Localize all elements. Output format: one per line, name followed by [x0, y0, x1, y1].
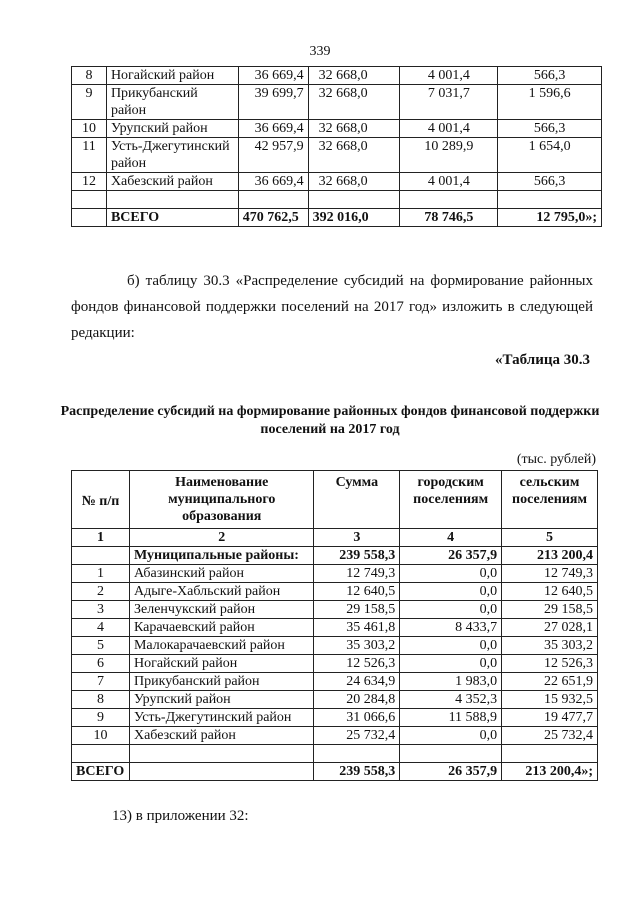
header-name: Наименование муниципального образования	[129, 471, 314, 529]
empty-cell	[502, 745, 598, 763]
header-rural: сельским поселениям	[502, 471, 598, 529]
row-sum: 12 749,3	[314, 565, 400, 583]
row-num: 3	[72, 601, 130, 619]
row-sum: 24 634,9	[314, 673, 400, 691]
row-rural: 15 932,5	[502, 691, 598, 709]
row-num: 10	[72, 120, 107, 138]
row-sum: 12 640,5	[314, 583, 400, 601]
row-sum: 29 158,5	[314, 601, 400, 619]
row-name: Карачаевский район	[129, 619, 314, 637]
row-rural: 12 749,3	[502, 565, 598, 583]
row-name: Усть-Джегутинский район	[106, 138, 238, 173]
col-number: 2	[129, 529, 314, 547]
subtotal-row	[72, 547, 598, 565]
row-value: 566,3	[498, 173, 602, 191]
row-value: 42 957,9	[238, 138, 308, 173]
total-label: ВСЕГО	[72, 763, 130, 781]
row-name: Урупский район	[129, 691, 314, 709]
table-label: «Таблица 30.3	[495, 352, 590, 368]
empty-cell	[72, 745, 130, 763]
total-value: 470 762,5	[238, 209, 308, 227]
empty-cell	[308, 191, 400, 209]
subtotal-label: Муниципальные районы:	[129, 547, 314, 565]
row-value: 32 668,0	[308, 120, 400, 138]
row-name: Адыге-Хабльский район	[129, 583, 314, 601]
empty-cell	[72, 191, 107, 209]
row-name: Ногайский район	[129, 655, 314, 673]
row-num: 9	[72, 85, 107, 120]
total-label: ВСЕГО	[106, 209, 238, 227]
total-urban: 26 357,9	[400, 763, 502, 781]
row-name: Хабезский район	[129, 727, 314, 745]
row-urban: 0,0	[400, 583, 502, 601]
row-num: 6	[72, 655, 130, 673]
empty-cell	[106, 191, 238, 209]
row-sum: 31 066,6	[314, 709, 400, 727]
row-value: 10 289,9	[400, 138, 498, 173]
table-header-row	[72, 471, 598, 529]
row-num: 8	[72, 691, 130, 709]
row-value: 1 596,6	[498, 85, 602, 120]
row-value: 36 669,4	[238, 173, 308, 191]
row-urban: 1 983,0	[400, 673, 502, 691]
row-rural: 12 640,5	[502, 583, 598, 601]
col-number: 1	[72, 529, 130, 547]
empty-cell	[400, 191, 498, 209]
instruction-paragraph: б) таблицу 30.3 «Распределение субсидий на формирование районных фондов финансовой поддержки поселений на 2017 год» изложить в следующей редакции:	[71, 273, 593, 341]
table-row	[72, 691, 598, 709]
row-rural: 25 732,4	[502, 727, 598, 745]
row-value: 566,3	[498, 67, 602, 85]
empty-cell	[314, 745, 400, 763]
row-num: 12	[72, 173, 107, 191]
row-name: Малокарачаевский район	[129, 637, 314, 655]
table-title: Распределение субсидий на формирование районных фондов финансовой поддержки поселений на 2017 год	[60, 404, 600, 437]
total-row	[72, 209, 602, 227]
row-num: 4	[72, 619, 130, 637]
row-value: 32 668,0	[308, 85, 400, 120]
row-num: 10	[72, 727, 130, 745]
row-urban: 0,0	[400, 727, 502, 745]
row-urban: 8 433,7	[400, 619, 502, 637]
row-value: 566,3	[498, 120, 602, 138]
table-row	[72, 727, 598, 745]
total-num	[72, 209, 107, 227]
total-empty	[129, 763, 314, 781]
header-urban: городским поселениям	[400, 471, 502, 529]
units-label: (тыс. рублей)	[516, 452, 596, 467]
row-urban: 0,0	[400, 565, 502, 583]
footer-text: 13) в приложении 32:	[112, 808, 249, 824]
page-number: 339	[309, 44, 331, 59]
empty-cell	[498, 191, 602, 209]
empty-row	[72, 745, 598, 763]
table-row	[72, 583, 598, 601]
total-rural: 213 200,4»;	[502, 763, 598, 781]
row-num: 8	[72, 67, 107, 85]
col-number: 3	[314, 529, 400, 547]
row-name: Урупский район	[106, 120, 238, 138]
row-value: 39 699,7	[238, 85, 308, 120]
empty-cell	[129, 745, 314, 763]
table-row	[72, 637, 598, 655]
row-name: Зеленчукский район	[129, 601, 314, 619]
empty-row	[72, 191, 602, 209]
row-urban: 0,0	[400, 637, 502, 655]
row-name: Абазинский район	[129, 565, 314, 583]
row-rural: 35 303,2	[502, 637, 598, 655]
row-sum: 12 526,3	[314, 655, 400, 673]
row-urban: 0,0	[400, 655, 502, 673]
row-num: 11	[72, 138, 107, 173]
row-urban: 4 352,3	[400, 691, 502, 709]
row-sum: 35 461,8	[314, 619, 400, 637]
table-row	[72, 173, 602, 191]
table-row	[72, 619, 598, 637]
row-value: 36 669,4	[238, 120, 308, 138]
row-num: 5	[72, 637, 130, 655]
row-num: 7	[72, 673, 130, 691]
column-number-row	[72, 529, 598, 547]
row-value: 4 001,4	[400, 173, 498, 191]
row-value: 32 668,0	[308, 173, 400, 191]
row-name: Хабезский район	[106, 173, 238, 191]
row-rural: 29 158,5	[502, 601, 598, 619]
row-num: 2	[72, 583, 130, 601]
row-rural: 19 477,7	[502, 709, 598, 727]
row-urban: 0,0	[400, 601, 502, 619]
row-value: 32 668,0	[308, 67, 400, 85]
row-num: 9	[72, 709, 130, 727]
row-value: 1 654,0	[498, 138, 602, 173]
total-value: 78 746,5	[400, 209, 498, 227]
subsidy-distribution-table	[71, 470, 598, 781]
table-row	[72, 67, 602, 85]
header-num: № п/п	[72, 471, 130, 529]
total-value: 12 795,0»;	[498, 209, 602, 227]
table-row	[72, 601, 598, 619]
row-name: Усть-Джегутинский район	[129, 709, 314, 727]
subtotal-sum: 239 558,3	[314, 547, 400, 565]
table-row	[72, 85, 602, 120]
table-row	[72, 138, 602, 173]
col-number: 4	[400, 529, 502, 547]
row-rural: 27 028,1	[502, 619, 598, 637]
col-number: 5	[502, 529, 598, 547]
empty-cell	[238, 191, 308, 209]
table-row	[72, 673, 598, 691]
row-value: 4 001,4	[400, 67, 498, 85]
total-row	[72, 763, 598, 781]
row-sum: 20 284,8	[314, 691, 400, 709]
table-row	[72, 709, 598, 727]
row-num: 1	[72, 565, 130, 583]
row-value: 7 031,7	[400, 85, 498, 120]
table-row	[72, 655, 598, 673]
subtotal-urban: 26 357,9	[400, 547, 502, 565]
row-rural: 12 526,3	[502, 655, 598, 673]
row-name: Ногайский район	[106, 67, 238, 85]
total-sum: 239 558,3	[314, 763, 400, 781]
row-sum: 35 303,2	[314, 637, 400, 655]
row-value: 36 669,4	[238, 67, 308, 85]
row-value: 32 668,0	[308, 138, 400, 173]
table-row	[72, 565, 598, 583]
header-sum: Сумма	[314, 471, 400, 529]
subtotal-num	[72, 547, 130, 565]
total-value: 392 016,0	[308, 209, 400, 227]
row-name: Прикубанский район	[106, 85, 238, 120]
row-urban: 11 588,9	[400, 709, 502, 727]
row-sum: 25 732,4	[314, 727, 400, 745]
row-name: Прикубанский район	[129, 673, 314, 691]
subtotal-rural: 213 200,4	[502, 547, 598, 565]
table-row	[72, 120, 602, 138]
empty-cell	[400, 745, 502, 763]
subsidy-table-continued	[71, 66, 602, 227]
row-value: 4 001,4	[400, 120, 498, 138]
row-rural: 22 651,9	[502, 673, 598, 691]
